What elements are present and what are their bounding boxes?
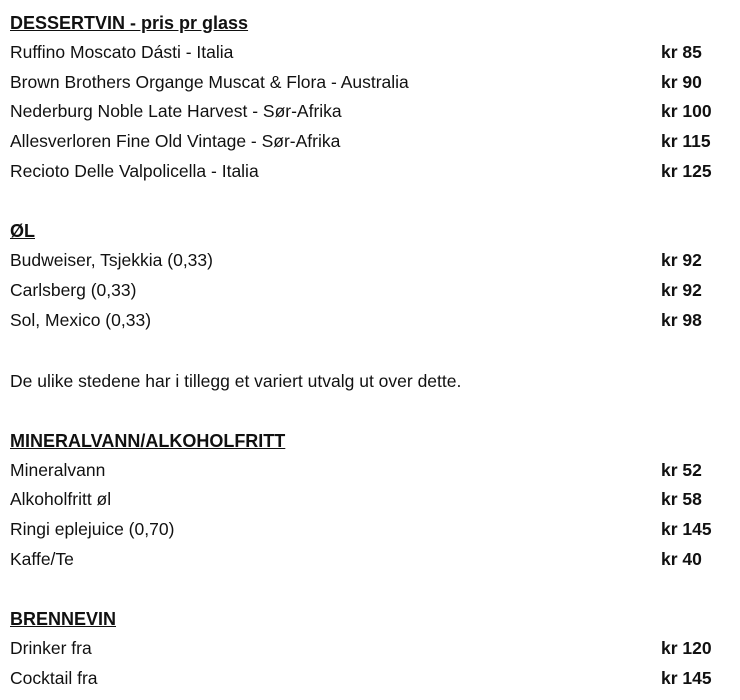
section-heading: MINERALVANN/ALKOHOLFRITT [10,430,286,451]
item-name: Ruffino Moscato Dásti - Italia [10,42,234,62]
item-price: kr 92 [661,250,702,271]
menu-item [10,545,730,575]
item-name: Sol, Mexico (0,33) [10,309,152,330]
item-name: Alkoholfritt øl [10,489,112,510]
section-ol [10,216,730,335]
item-price: kr 145 [661,518,712,539]
item-price: kr 145 [661,667,712,688]
menu-item [10,127,730,157]
section-heading: DESSERTVIN - pris pr glass [10,13,249,33]
section-mineralvann [10,426,730,575]
item-name: Ringi eplejuice (0,70) [10,518,175,539]
menu-note: De ulike stedene har i tillegg et variert utvalg ut over dette. [10,370,462,391]
item-price: kr 115 [661,131,711,152]
item-name: Nederburg Noble Late Harvest - Sør-Afrika [10,101,342,122]
item-name: Mineralvann [10,459,106,480]
menu-item [10,306,730,336]
item-name: Budweiser, Tsjekkia (0,33) [10,250,213,271]
section-heading: BRENNEVIN [10,609,117,630]
item-price: kr 40 [661,548,702,569]
item-name: Allesverloren Fine Old Vintage - Sør-Afrika [10,131,341,152]
item-price: kr 52 [661,459,702,480]
section-heading: ØL [10,221,35,242]
menu-item [10,68,730,98]
item-price: kr 120 [661,638,712,659]
menu-item [10,97,730,127]
drinks-menu [10,8,730,694]
item-name: Recioto Delle Valpolicella - Italia [10,160,259,181]
item-price: kr 125 [661,160,712,181]
menu-item [10,485,730,515]
item-price: kr 58 [661,489,702,510]
item-name: Carlsberg (0,33) [10,280,137,301]
section-brennevin [10,604,730,693]
item-name: Kaffe/Te [10,548,74,569]
menu-item [10,456,730,486]
item-price: kr 98 [661,309,702,330]
item-price: kr 100 [661,101,712,122]
menu-item [10,38,730,68]
item-price: kr 90 [661,71,702,92]
menu-item [10,664,730,694]
spacer [10,574,730,604]
menu-item [10,276,730,306]
item-price: kr 92 [661,280,702,301]
spacer [10,186,730,216]
item-name: Cocktail fra [10,667,98,688]
item-name: Brown Brothers Organge Muscat & Flora - Australia [10,71,409,92]
menu-item [10,246,730,276]
spacer [10,336,730,366]
menu-item [10,515,730,545]
section-dessertvin [10,8,730,186]
spacer [10,396,730,426]
item-price: kr 85 [661,42,702,62]
menu-item [10,634,730,664]
item-name: Drinker fra [10,638,92,659]
menu-item [10,157,730,187]
